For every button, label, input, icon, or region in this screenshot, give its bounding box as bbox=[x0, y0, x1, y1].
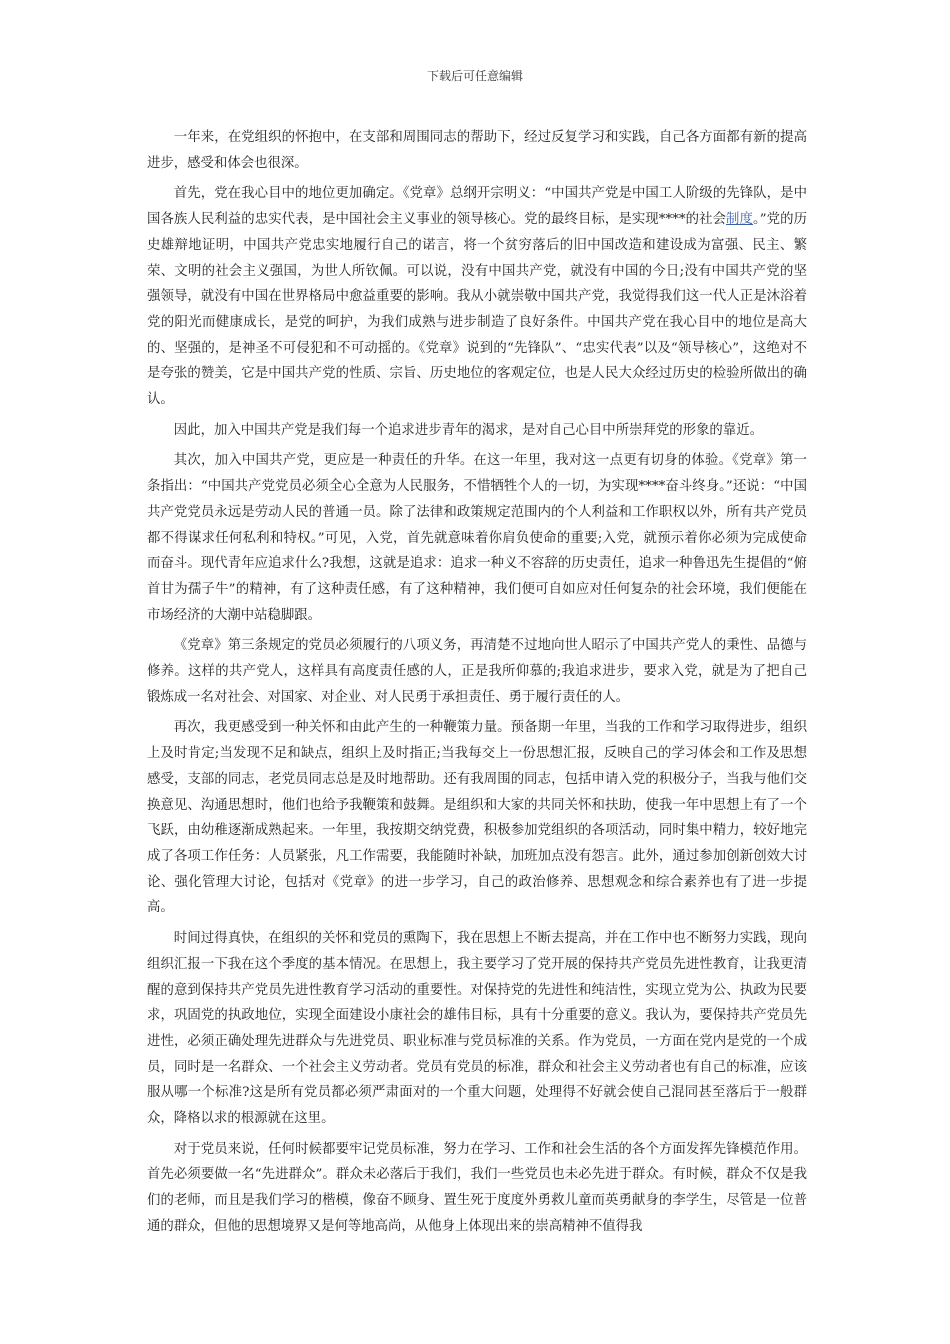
paragraph-8: 对于党员来说，任何时候都要牢记党员标准，努力在学习、工作和社会生活的各个方面发挥先锋模范作用。首先必须要做一名“先进群众”。群众未必落后于我们，我们一些党员也未必先进于群众。有时候，群众不仅是我们的老师，而且是我们学习的楷模，像奋不顾身、置生死于度度外勇救儿童而英勇献身的李学生，尽管是一位普通的群众，但他的思想境界又是何等地高尚，从他身上体现出来的崇高精神不值得我 bbox=[147, 1141, 807, 1234]
paragraph-2-part-1: 首先，党在我心目中的地位更加确定。《党章》总纲开宗明义：“中国共产党是中国工人阶级的先锋队，是中国各族人民利益的忠实代表，是中国社会主义事业的领导核心。党的最终目标，是实现****的社会 bbox=[147, 186, 807, 228]
document-body bbox=[147, 125, 807, 1240]
paragraph-3: 因此，加入中国共产党是我们每一个追求进步青年的渴求，是对自己心目中所崇拜党的形象的靠近。 bbox=[173, 422, 763, 438]
paragraph-4: 其次，加入中国共产党，更应是一种责任的升华。在这一年里，我对这一点更有切身的体验。《党章》第一条指出：“中国共产党党员必须全心全意为人民服务，不惜牺牲个人的一切，为实现****奋斗终身。”还说：“中国共产党党员永远是劳动人民的普通一员。除了法律和政策规定范围内的个人利益和工作职权以外，所有共产党员都不得谋求任何私利和特权。”可见，入党，首先就意味着你肩负使命的重要;入党，就预示着你必须为完成使命而奋斗。现代青年应追求什么?我想，这就是追求：追求一种义不容辞的历史责任，追求一种鲁迅先生提倡的“俯首甘为孺子牛”的精神，有了这种责任感，有了这种精神，我们便可自如应对任何复杂的社会环境，我们便能在市场经济的大潮中站稳脚跟。 bbox=[147, 453, 807, 623]
paragraph-6: 再次，我更感受到一种关怀和由此产生的一种鞭策力量。预备期一年里，当我的工作和学习取得进步，组织上及时肯定;当发现不足和缺点，组织上及时指正;当我每交上一份思想汇报，反映自己的学习体会和工作及思想感受，支部的同志，老党员同志总是及时地帮助。还有我周围的同志，包括申请入党的积极分子，当我与他们交换意见、沟通思想时，他们也给予我鞭策和鼓舞。是组织和大家的共同关怀和扶助，使我一年中思想上有了一个飞跃，由幼稚逐渐成熟起来。一年里，我按期交纳党费，积极参加党组织的各项活动，同时集中精力，较好地完成了各项工作任务：人员紧张，凡工作需要，我能随时补缺，加班加点没有怨言。此外，通过参加创新创效大讨论、强化管理大讨论，包括对《党章》的进一步学习，自己的政治修养、思想观念和综合素养也有了进一步提高。 bbox=[147, 720, 807, 916]
paragraph-1: 一年来，在党组织的怀抱中，在支部和周围同志的帮助下，经过反复学习和实践，自己各方面都有新的提高进步，感受和体会也很深。 bbox=[147, 130, 807, 171]
paragraph-2-part-2: 。”党的历史雄辩地证明，中国共产党忠实地履行自己的诺言，将一个贫穷落后的旧中国改造和建设成为富强、民主、繁荣、文明的社会主义强国，为世人所钦佩。可以说，没有中国共产党，就没有中国的今日;没有中国共产党的坚强领导，就没有中国在世界格局中愈益重要的影响。我从小就崇敬中国共产党，我觉得我们这一代人正是沐浴着党的阳光而健康成长，是党的呵护，为我们成熟与进步制造了良好条件。中国共产党在我心目中的地位是高大的、坚强的，是神圣不可侵犯和不可动摇的。《党章》说到的“先锋队”、“忠实代表”以及“领导核心”，这绝对不是夸张的赞美，它是中国共产党的性质、宗旨、历史地位的客观定位，也是人民大众经过历史的检验所做出的确认。 bbox=[147, 212, 808, 408]
institution-link[interactable]: 制度 bbox=[726, 212, 753, 228]
paragraph-2 bbox=[147, 181, 807, 412]
page-header: 下载后可任意编辑 bbox=[426, 69, 523, 83]
paragraph-7: 时间过得真快，在组织的关怀和党员的熏陶下，我在思想上不断去提高，并在工作中也不断努力实践，现向组织汇报一下我在这个季度的基本情况。在思想上，我主要学习了党开展的保持共产党员先进性教育，让我更清醒的意到保持共产党员先进性教育学习活动的重要性。对保持党的先进性和纯洁性，实现立党为公、执政为民要求，巩固党的执政地位，实现全面建设小康社会的雄伟目标，具有十分重要的意义。我认为，要保持共产党员先进性，必须正确处理先进群众与先进党员、职业标准与党员标准的关系。作为党员，一方面在党内是党的一个成员，同时是一名群众、一个社会主义劳动者。党员有党员的标准，群众和社会主义劳动者也有自己的标准，应该服从哪一个标准?这是所有党员都必须严肃面对的一个重大问题，处理得不好就会使自己混同甚至落后于一般群众，降格以求的根源就在这里。 bbox=[147, 931, 807, 1127]
paragraph-5: 《党章》第三条规定的党员必须履行的八项义务，再清楚不过地向世人昭示了中国共产党人的秉性、品德与修养。这样的共产党人，这样具有高度责任感的人，正是我所仰慕的;我追求进步，要求入党，就是为了把自己锻炼成一名对社会、对国家、对企业、对人民勇于承担责任、勇于履行责任的人。 bbox=[147, 638, 807, 705]
